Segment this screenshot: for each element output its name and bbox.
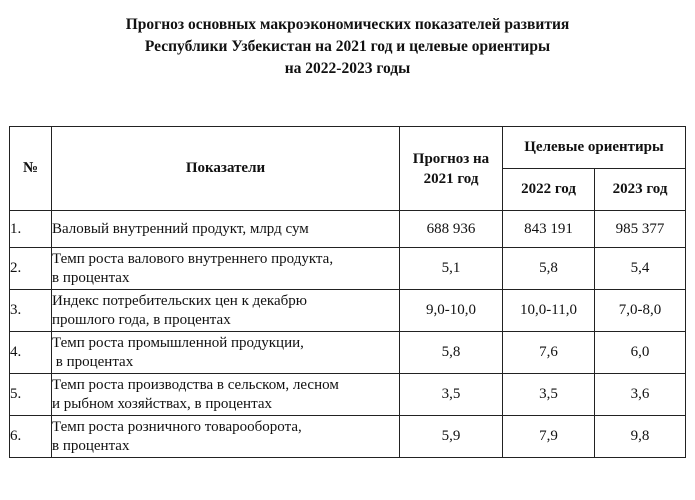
row-indicator — [52, 332, 400, 374]
row-indicator-line-2: в процентах — [52, 269, 130, 286]
row-forecast-2021: 5,1 — [400, 248, 503, 290]
header-forecast-line-2: 2021 год — [423, 170, 479, 187]
header-targets: Целевые ориентиры — [503, 127, 686, 169]
row-number: 4. — [10, 332, 52, 374]
row-target-2023: 985 377 — [595, 211, 686, 248]
row-indicator — [52, 374, 400, 416]
row-number: 5. — [10, 374, 52, 416]
row-number: 2. — [10, 248, 52, 290]
row-indicator-line-1: Темп роста валового внутреннего продукта, — [52, 250, 334, 267]
row-forecast-2021: 5,8 — [400, 332, 503, 374]
row-indicator — [52, 211, 400, 248]
row-target-2023: 3,6 — [595, 374, 686, 416]
indicators-table — [9, 126, 686, 458]
row-number: 3. — [10, 290, 52, 332]
row-target-2023: 6,0 — [595, 332, 686, 374]
document-title — [0, 14, 695, 80]
row-target-2022: 843 191 — [503, 211, 595, 248]
header-year-2022: 2022 год — [503, 169, 595, 211]
row-number: 1. — [10, 211, 52, 248]
row-target-2022: 7,6 — [503, 332, 595, 374]
header-year-2023: 2023 год — [595, 169, 686, 211]
row-number: 6. — [10, 416, 52, 458]
table-row — [10, 332, 686, 374]
row-target-2022: 3,5 — [503, 374, 595, 416]
table-row — [10, 211, 686, 248]
header-forecast-2021 — [400, 127, 503, 211]
row-forecast-2021: 688 936 — [400, 211, 503, 248]
row-forecast-2021: 5,9 — [400, 416, 503, 458]
table-header-row — [10, 127, 686, 169]
row-indicator-line-2: и рыбном хозяйствах, в процентах — [52, 395, 272, 412]
title-line-3: на 2022-2023 годы — [284, 60, 411, 77]
row-indicator-line-1: Валовый внутренний продукт, млрд сум — [52, 221, 309, 237]
row-indicator-line-1: Темп роста промышленной продукции, — [52, 334, 304, 351]
title-line-2: Республики Узбекистан на 2021 год и целевые ориентиры — [144, 38, 551, 55]
row-target-2022: 5,8 — [503, 248, 595, 290]
row-indicator — [52, 248, 400, 290]
table-row — [10, 248, 686, 290]
row-forecast-2021: 3,5 — [400, 374, 503, 416]
row-indicator-line-2: в процентах — [52, 353, 134, 370]
table-row — [10, 416, 686, 458]
title-line-1: Прогноз основных макроэкономических показателей развития — [125, 16, 570, 33]
table-row — [10, 290, 686, 332]
header-number: № — [10, 127, 52, 211]
row-forecast-2021: 9,0-10,0 — [400, 290, 503, 332]
row-target-2023: 5,4 — [595, 248, 686, 290]
row-target-2023: 7,0-8,0 — [595, 290, 686, 332]
row-indicator-line-1: Темп роста розничного товарооборота, — [52, 418, 302, 435]
row-target-2022: 10,0-11,0 — [503, 290, 595, 332]
header-forecast-line-1: Прогноз на — [412, 150, 490, 167]
row-indicator-line-1: Индекс потребительских цен к декабрю — [52, 292, 307, 309]
table-row — [10, 374, 686, 416]
header-indicator: Показатели — [52, 127, 400, 211]
row-indicator — [52, 290, 400, 332]
row-target-2023: 9,8 — [595, 416, 686, 458]
row-indicator-line-1: Темп роста производства в сельском, лесном — [52, 376, 339, 393]
row-indicator-line-2: в процентах — [52, 437, 130, 454]
row-target-2022: 7,9 — [503, 416, 595, 458]
row-indicator-line-2: прошлого года, в процентах — [52, 311, 231, 328]
row-indicator — [52, 416, 400, 458]
